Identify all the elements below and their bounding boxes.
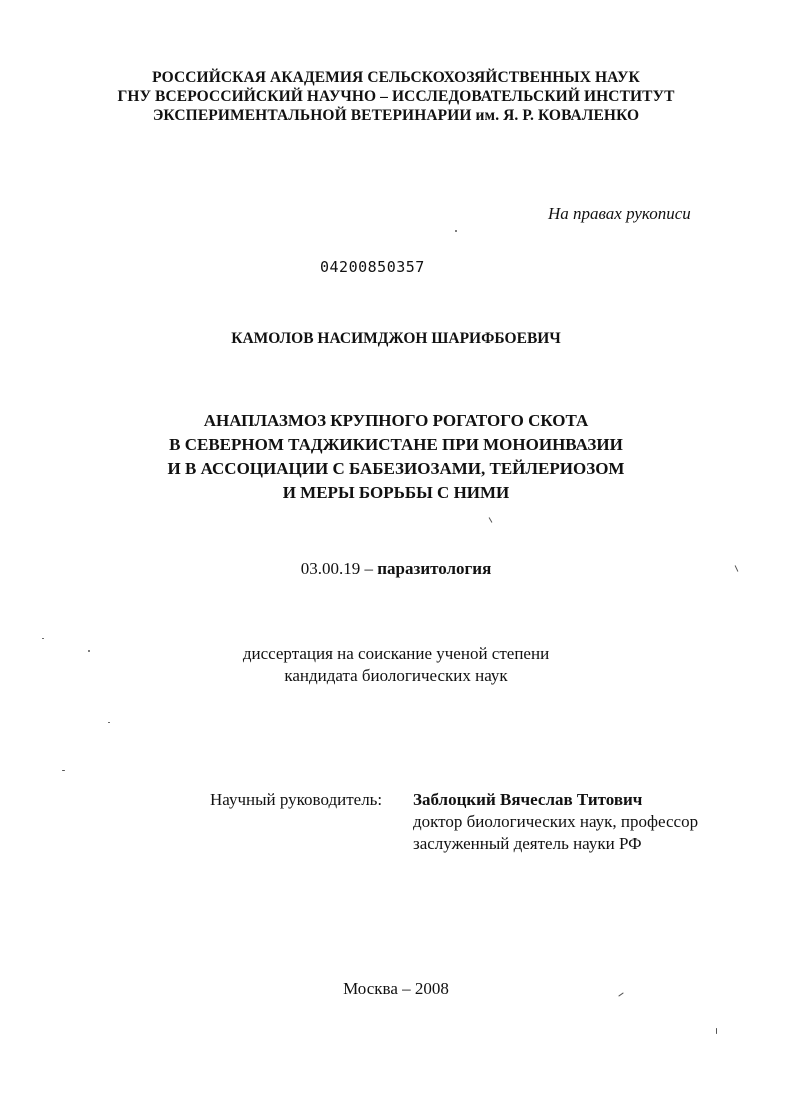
scan-speck bbox=[108, 722, 110, 723]
scan-speck bbox=[489, 517, 493, 523]
institution-line-1: РОССИЙСКАЯ АКАДЕМИЯ СЕЛЬСКОХОЗЯЙСТВЕННЫХ НАУК bbox=[152, 69, 640, 86]
dissertation-title-line-2: В СЕВЕРНОМ ТАДЖИКИСТАНЕ ПРИ МОНОИНВАЗИИ bbox=[169, 435, 623, 454]
institution-line-2: ГНУ ВСЕРОССИЙСКИЙ НАУЧНО – ИССЛЕДОВАТЕЛЬСКИЙ ИНСТИТУТ bbox=[117, 88, 675, 105]
specialty bbox=[0, 558, 792, 580]
supervisor-label: Научный руководитель: bbox=[210, 790, 383, 809]
manuscript-note: На правах рукописи bbox=[548, 204, 691, 223]
catalog-number: 04200850357 bbox=[320, 258, 425, 276]
scan-speck bbox=[88, 650, 90, 652]
degree-line-2: кандидата биологических наук bbox=[284, 666, 508, 685]
specialty-code: 03.00.19 – bbox=[300, 559, 373, 578]
scan-speck bbox=[42, 638, 44, 639]
supervisor-honor: заслуженный деятель науки РФ bbox=[413, 834, 642, 853]
dissertation-title-line-3: И В АССОЦИАЦИИ С БАБЕЗИОЗАМИ, ТЕЙЛЕРИОЗОМ bbox=[167, 459, 625, 478]
scan-speck bbox=[455, 230, 457, 232]
author-name: КАМОЛОВ НАСИМДЖОН ШАРИФБОЕВИЧ bbox=[231, 330, 561, 347]
city-year: Москва – 2008 bbox=[343, 979, 449, 998]
institution-line-3: ЭКСПЕРИМЕНТАЛЬНОЙ ВЕТЕРИНАРИИ им. Я. Р. КОВАЛЕНКО bbox=[152, 107, 640, 124]
scan-speck bbox=[716, 1028, 717, 1034]
degree-line-1: диссертация на соискание ученой степени bbox=[242, 644, 550, 663]
specialty-name: паразитология bbox=[377, 559, 492, 578]
dissertation-title-line-4: И МЕРЫ БОРЬБЫ С НИМИ bbox=[282, 483, 510, 502]
scan-speck bbox=[62, 770, 65, 771]
supervisor-name: Заблоцкий Вячеслав Титович bbox=[413, 790, 643, 809]
supervisor-degree: доктор биологических наук, профессор bbox=[413, 812, 699, 831]
dissertation-title-line-1: АНАПЛАЗМОЗ КРУПНОГО РОГАТОГО СКОТА bbox=[203, 411, 589, 430]
